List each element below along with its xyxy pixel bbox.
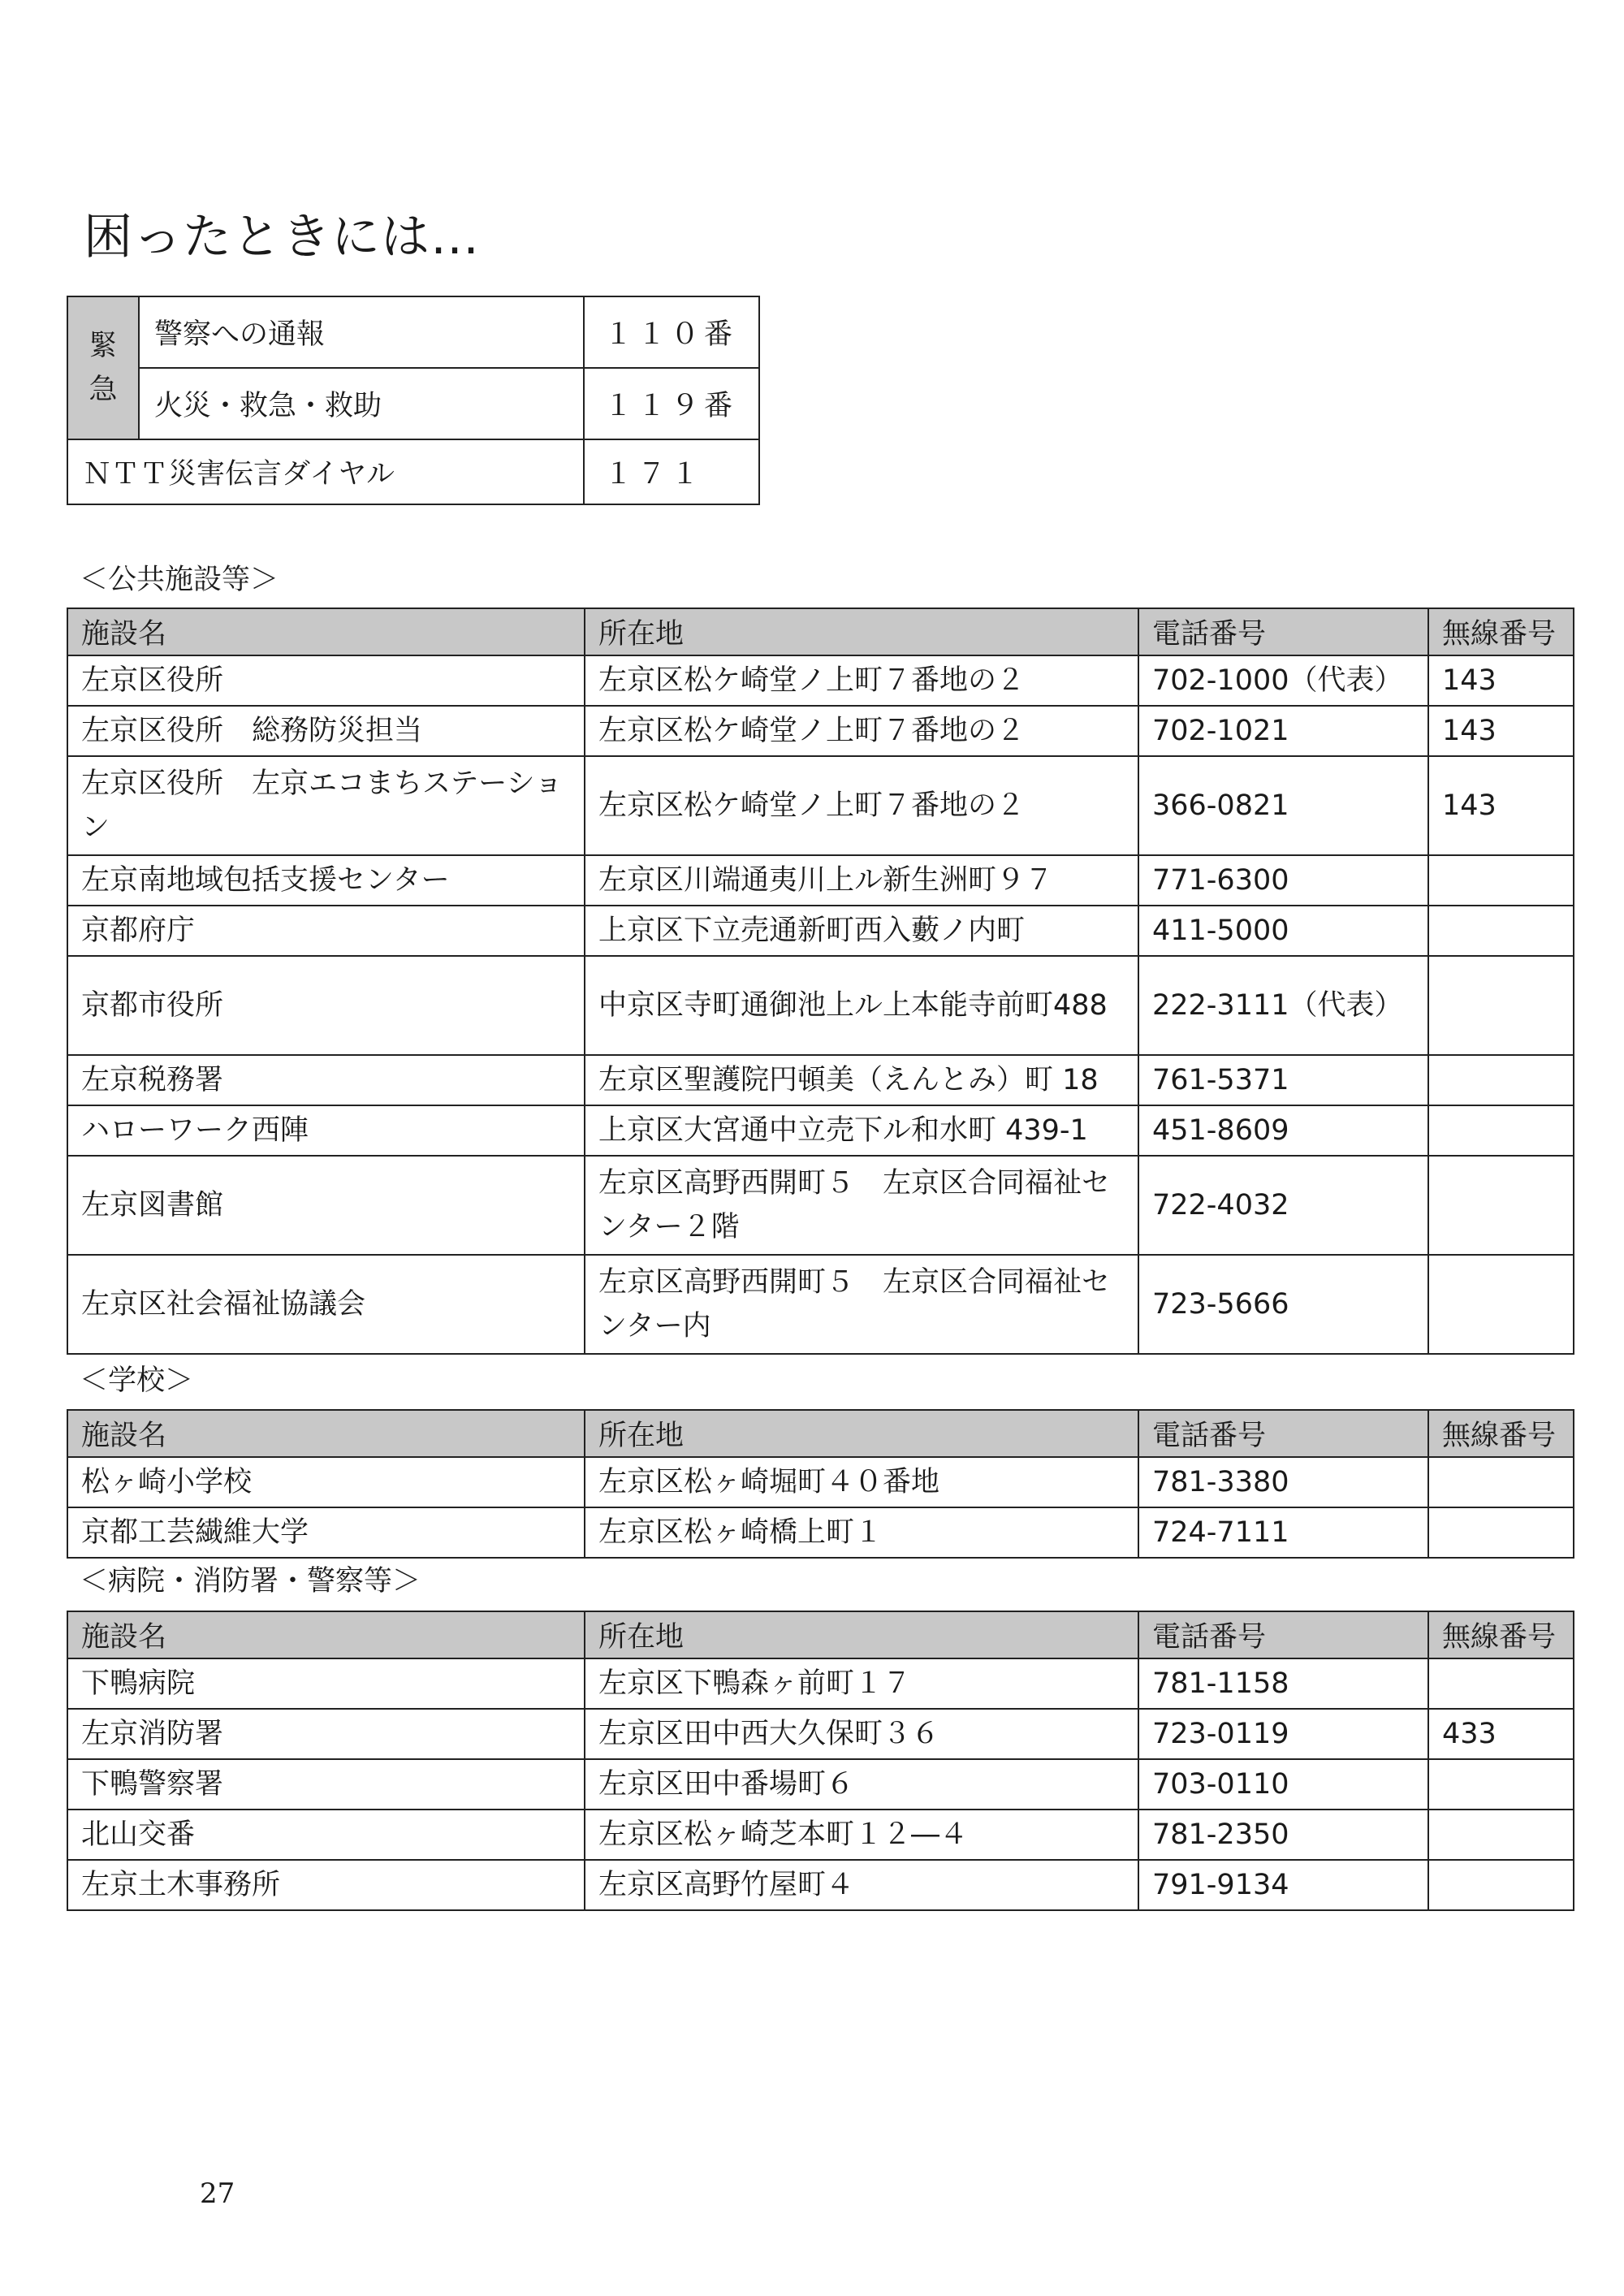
emergency-service-name: 警察への通報: [139, 296, 584, 368]
table-header-row: [67, 1611, 1574, 1658]
facility-radio: [1428, 1507, 1574, 1558]
facility-address: 左京区松ヶ崎橋上町１: [585, 1507, 1138, 1558]
facility-address: 左京区田中西大久保町３６: [585, 1709, 1138, 1759]
facility-radio: [1428, 1457, 1574, 1507]
header-facility-name: 施設名: [67, 1611, 585, 1658]
facility-name: 左京区役所 総務防災担当: [67, 706, 585, 756]
schools-table: [67, 1409, 1574, 1559]
facility-radio: 143: [1428, 655, 1574, 706]
header-address: 所在地: [585, 1611, 1138, 1658]
emergency-service-number: １１０番: [584, 296, 759, 368]
table-row: [67, 1860, 1574, 1910]
facility-address: 左京区高野西開町５ 左京区合同福祉センター２階: [585, 1156, 1138, 1255]
facility-phone: 222-3111（代表）: [1138, 956, 1428, 1055]
facility-address: 左京区松ヶ崎堀町４０番地: [585, 1457, 1138, 1507]
header-phone: 電話番号: [1138, 608, 1428, 655]
header-address: 所在地: [585, 608, 1138, 655]
table-row: [67, 1810, 1574, 1860]
table-header-row: [67, 608, 1574, 655]
facility-radio: [1428, 1860, 1574, 1910]
facility-name: 下鴨警察署: [67, 1759, 585, 1810]
facility-address: 左京区田中番場町６: [585, 1759, 1138, 1810]
header-address: 所在地: [585, 1410, 1138, 1457]
table-row: [67, 956, 1574, 1055]
header-facility-name: 施設名: [67, 1410, 585, 1457]
facility-phone: 702-1000（代表）: [1138, 655, 1428, 706]
facility-name: 左京税務署: [67, 1055, 585, 1105]
emergency-label-line2: 急: [89, 374, 118, 406]
facility-phone: 703-0110: [1138, 1759, 1428, 1810]
table-row: [67, 1658, 1574, 1709]
table-row: [67, 1759, 1574, 1810]
facility-phone: 771-6300: [1138, 855, 1428, 906]
facility-phone: 411-5000: [1138, 906, 1428, 956]
table-row: [67, 855, 1574, 906]
facility-name: 左京図書館: [67, 1156, 585, 1255]
facility-address: 左京区松ヶ崎芝本町１２―４: [585, 1810, 1138, 1860]
emergency-row: [67, 296, 759, 368]
facility-name: 北山交番: [67, 1810, 585, 1860]
facility-radio: [1428, 1105, 1574, 1156]
ntt-service-name: ＮＴＴ災害伝言ダイヤル: [67, 439, 584, 504]
facility-phone: 781-1158: [1138, 1658, 1428, 1709]
facility-phone: 722-4032: [1138, 1156, 1428, 1255]
facility-phone: 791-9134: [1138, 1860, 1428, 1910]
facility-name: 京都市役所: [67, 956, 585, 1055]
facility-phone: 781-3380: [1138, 1457, 1428, 1507]
table-row: [67, 1507, 1574, 1558]
emergency-service-number: １１９番: [584, 368, 759, 439]
ntt-row: [67, 439, 759, 504]
header-radio: 無線番号: [1428, 608, 1574, 655]
ntt-service-number: １７１: [584, 439, 759, 504]
facility-address: 上京区下立売通新町西入藪ノ内町: [585, 906, 1138, 956]
facility-name: 左京消防署: [67, 1709, 585, 1759]
header-radio: 無線番号: [1428, 1611, 1574, 1658]
table-row: [67, 1105, 1574, 1156]
facility-address: 左京区聖護院円頓美（えんとみ）町 18: [585, 1055, 1138, 1105]
page-title: 困ったときには…: [84, 209, 480, 266]
emergency-service-name: 火災・救急・救助: [139, 368, 584, 439]
table-row: [67, 1055, 1574, 1105]
facility-radio: [1428, 1055, 1574, 1105]
emergency-label-line1: 緊: [89, 329, 118, 362]
facility-address: 左京区松ケ崎堂ノ上町７番地の２: [585, 756, 1138, 855]
header-phone: 電話番号: [1138, 1410, 1428, 1457]
facility-radio: 143: [1428, 706, 1574, 756]
public-facilities-table: [67, 608, 1574, 1355]
facility-address: 左京区松ケ崎堂ノ上町７番地の２: [585, 655, 1138, 706]
section-label-emergency-services: ＜病院・消防署・警察等＞: [80, 1565, 421, 1598]
facility-phone: 451-8609: [1138, 1105, 1428, 1156]
header-radio: 無線番号: [1428, 1410, 1574, 1457]
facility-name: 松ヶ崎小学校: [67, 1457, 585, 1507]
facility-phone: 366-0821: [1138, 756, 1428, 855]
header-facility-name: 施設名: [67, 608, 585, 655]
table-row: [67, 655, 1574, 706]
table-row: [67, 1255, 1574, 1354]
facility-radio: [1428, 956, 1574, 1055]
facility-address: 左京区高野竹屋町４: [585, 1860, 1138, 1910]
section-label-schools: ＜学校＞: [80, 1364, 194, 1397]
facility-name: 京都工芸繊維大学: [67, 1507, 585, 1558]
emergency-services-table: [67, 1611, 1574, 1911]
facility-radio: [1428, 1658, 1574, 1709]
facility-phone: 723-5666: [1138, 1255, 1428, 1354]
facility-name: 左京区役所 左京エコまちステーション: [67, 756, 585, 855]
facility-radio: 433: [1428, 1709, 1574, 1759]
facility-radio: [1428, 1255, 1574, 1354]
table-row: [67, 1156, 1574, 1255]
facility-name: 京都府庁: [67, 906, 585, 956]
facility-address: 左京区下鴨森ヶ前町１７: [585, 1658, 1138, 1709]
table-row: [67, 906, 1574, 956]
facility-radio: 143: [1428, 756, 1574, 855]
emergency-label: [67, 296, 139, 439]
table-row: [67, 756, 1574, 855]
facility-phone: 761-5371: [1138, 1055, 1428, 1105]
table-row: [67, 1457, 1574, 1507]
table-row: [67, 1709, 1574, 1759]
facility-name: 左京土木事務所: [67, 1860, 585, 1910]
facility-address: 左京区高野西開町５ 左京区合同福祉センター内: [585, 1255, 1138, 1354]
facility-name: 左京区役所: [67, 655, 585, 706]
facility-phone: 724-7111: [1138, 1507, 1428, 1558]
facility-name: ハローワーク西陣: [67, 1105, 585, 1156]
facility-radio: [1428, 906, 1574, 956]
facility-address: 左京区川端通夷川上ル新生洲町９７: [585, 855, 1138, 906]
facility-radio: [1428, 1759, 1574, 1810]
facility-address: 上京区大宮通中立売下ル和水町 439-1: [585, 1105, 1138, 1156]
emergency-numbers-table: [67, 296, 760, 505]
facility-phone: 723-0119: [1138, 1709, 1428, 1759]
section-label-public: ＜公共施設等＞: [80, 564, 279, 596]
emergency-row: [67, 368, 759, 439]
facility-name: 左京区社会福祉協議会: [67, 1255, 585, 1354]
table-header-row: [67, 1410, 1574, 1457]
facility-name: 左京南地域包括支援センター: [67, 855, 585, 906]
table-row: [67, 706, 1574, 756]
page-number: 27: [200, 2177, 235, 2210]
facility-name: 下鴨病院: [67, 1658, 585, 1709]
facility-radio: [1428, 1810, 1574, 1860]
header-phone: 電話番号: [1138, 1611, 1428, 1658]
facility-phone: 781-2350: [1138, 1810, 1428, 1860]
facility-address: 中京区寺町通御池上ル上本能寺前町488: [585, 956, 1138, 1055]
facility-radio: [1428, 1156, 1574, 1255]
facility-phone: 702-1021: [1138, 706, 1428, 756]
facility-radio: [1428, 855, 1574, 906]
facility-address: 左京区松ケ崎堂ノ上町７番地の２: [585, 706, 1138, 756]
